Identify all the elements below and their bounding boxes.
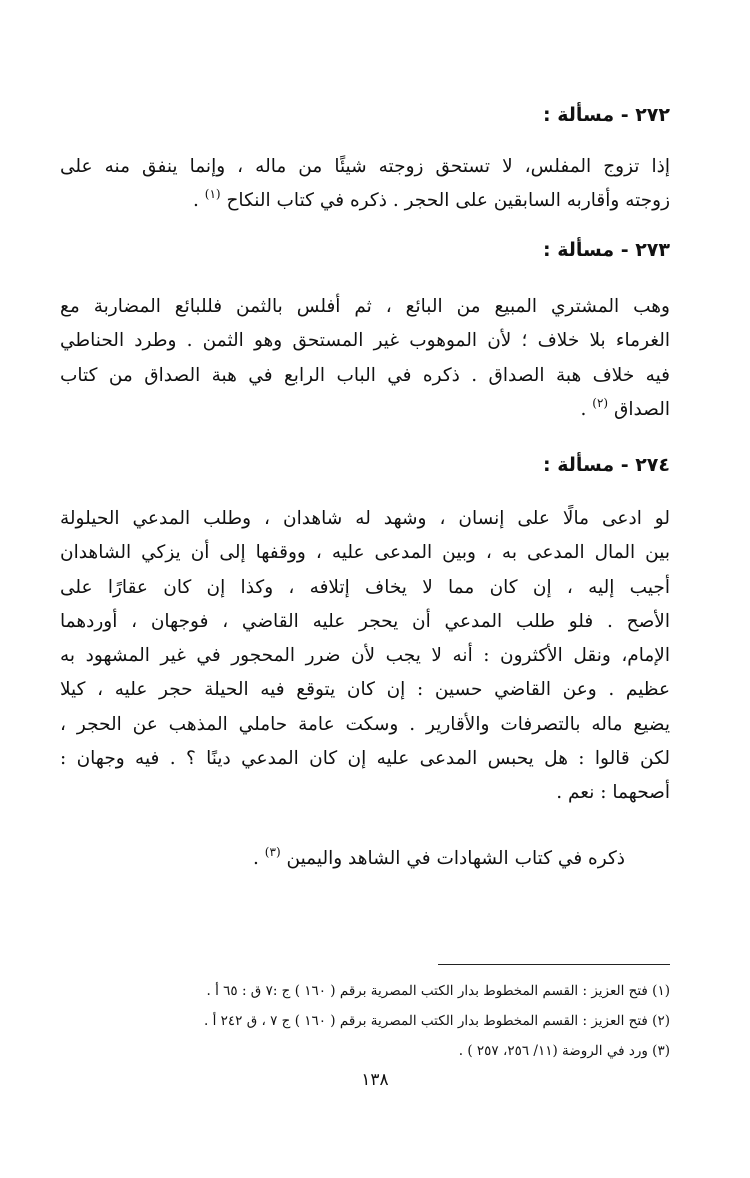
- section-closing-line-274: [253, 842, 625, 876]
- page-number: ١٣٨: [361, 1070, 389, 1090]
- section-body-274: [60, 502, 670, 811]
- footnote-reference-2: (٢): [592, 395, 609, 410]
- footnote-reference-1: (١): [204, 187, 221, 202]
- text-line: لكن قالوا : هل يحبس المدعى عليه إن كان المدعي دينًا ؟ . فيه وجهان :: [60, 748, 670, 770]
- text-line: أصحهما : نعم .: [556, 782, 670, 804]
- footnotes: [60, 976, 670, 1066]
- closing-text: ذكره في كتاب الشهادات في الشاهد واليمين: [286, 848, 625, 869]
- text-line: لو ادعى مالًا على إنسان ، وشهد له شاهدان ، وطلب المدعي الحيلولة: [60, 508, 670, 529]
- footnote-2: (٢) فتح العزيز : القسم المخطوط بدار الكتب المصرية برقم ( ١٦٠ ) ج ٧ ، ق ٢٤٢ أ .: [204, 1013, 670, 1029]
- text-line: أجيب إليه ، إن كان مما لا يخاف إتلافه ، وكذا إن كان عقارًا على: [60, 576, 670, 598]
- text-line: وهب المشتري المبيع من البائع ، ثم أفلس بالثمن فللبائع المضاربة مع: [60, 296, 670, 317]
- footnote-3: (٣) ورد في الروضة (١١/ ٢٥٦، ٢٥٧ ) .: [458, 1043, 670, 1059]
- text-line: إذا تزوج المفلس، لا تستحق زوجته شيئًا من ماله ، وإنما ينفق منه على: [60, 156, 670, 177]
- sentence-end: .: [580, 398, 587, 420]
- section-heading-272: ٢٧٢ - مسألة :: [542, 104, 670, 126]
- text-line: بين المال المدعى به ، وبين المدعى عليه ، ووقفها إلى أن يزكي الشاهدان: [60, 542, 670, 564]
- text-line: الإمام، ونقل الأكثرون : أنه لا يجب لأن ضرر المحجور في غير المشهود به: [60, 645, 670, 667]
- footnote-reference-3: (٣): [264, 845, 281, 859]
- section-heading-274: ٢٧٤ - مسألة :: [542, 454, 670, 476]
- footnote-separator: [438, 964, 670, 965]
- sentence-end: .: [192, 190, 199, 212]
- text-line: عظيم . وعن القاضي حسين : إن كان يتوقع فيه الحيلة حجر عليه ، كيلا: [60, 679, 670, 701]
- text-line-with-footnote: [60, 184, 670, 218]
- text-line: الأصح . فلو طلب المدعي أن يحجر عليه القاضي ، فوجهان ، أوردهما: [60, 610, 670, 632]
- text-line-with-footnote: [60, 393, 670, 427]
- sentence-end: .: [253, 848, 259, 869]
- section-body-272: [60, 150, 670, 219]
- text-line: فيه خلاف هبة الصداق . ذكره في الباب الرابع في هبة الصداق من كتاب: [60, 364, 670, 386]
- text-line: الصداق: [613, 398, 670, 420]
- section-body-273: [60, 290, 670, 427]
- text-line: زوجته وأقاربه السابقين على الحجر . ذكره في كتاب النكاح: [226, 190, 670, 212]
- footnote-1: (١) فتح العزيز : القسم المخطوط بدار الكتب المصرية برقم ( ١٦٠ ) ج :٧ ق : ٦٥ أ .: [206, 983, 670, 999]
- section-heading-273: ٢٧٣ - مسألة :: [542, 239, 670, 261]
- text-line: يضيع ماله بالتصرفات والأقارير . وسكت عامة حاملي المذهب عن الحجر ،: [60, 713, 670, 735]
- text-line: الغرماء بلا خلاف ؛ لأن الموهوب غير المستحق وهو الثمن . وطرد الحناطي: [60, 330, 670, 352]
